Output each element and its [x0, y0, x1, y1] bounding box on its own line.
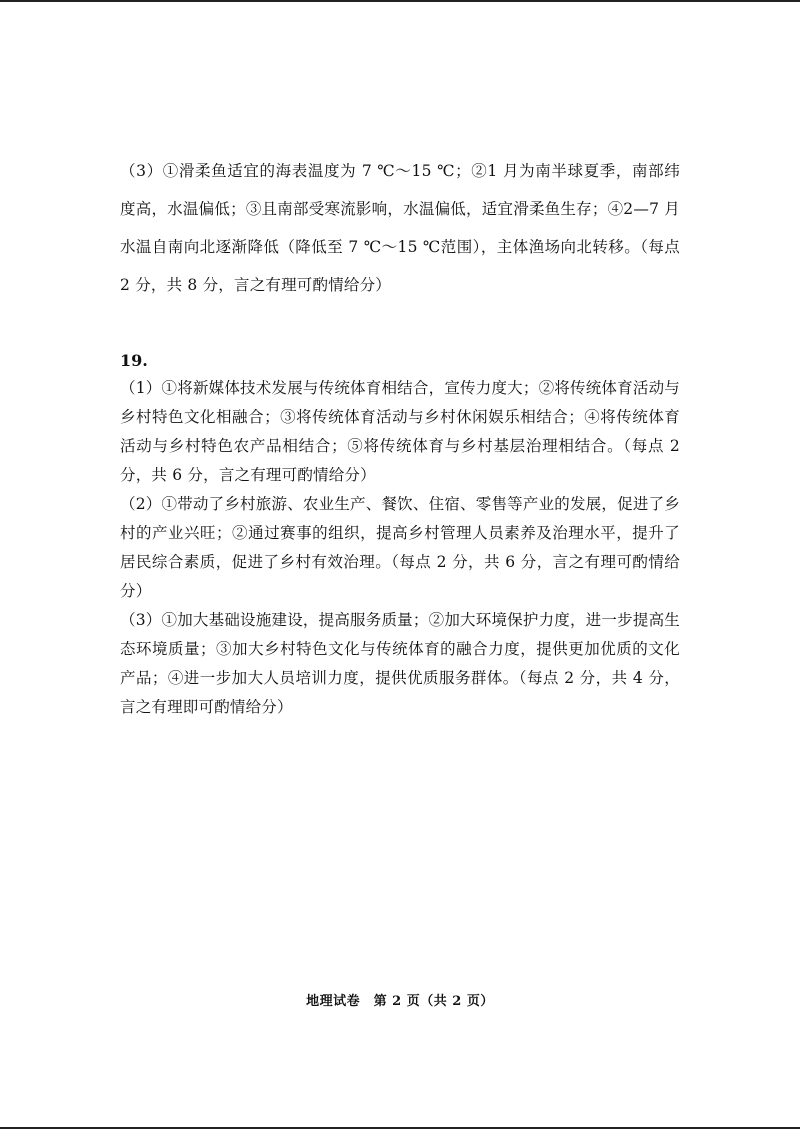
q19-part2-answer: （2）①带动了乡村旅游、农业生产、餐饮、住宿、零售等产业的发展，促进了乡村的产业兴旺；②通过赛事的组织，提高乡村管理人员素养及治理水平，提升了居民综合素质，促进了乡村有效治理。（每点 2 分，共 6 分，言之有理可酌情给分） — [120, 495, 680, 600]
bottom-border-line — [0, 1127, 800, 1129]
q18-part3-answer: （3）①滑柔鱼适宜的海表温度为 7 ℃～15 ℃；②1 月为南半球夏季，南部纬度高，水温偏低；③且南部受寒流影响，水温偏低，适宜滑柔鱼生存；④2—7 月水温自南向北逐渐降低（降低至 7 ℃～15 ℃范围），主体渔场向北转移。（每点 2 分，共 8 分，言之有理可酌情给分） — [120, 162, 680, 294]
question-19-number: 19. — [120, 351, 148, 370]
q19-part3-answer: （3）①加大基础设施建设，提高服务质量；②加大环境保护力度，进一步提高生态环境质量；③加大乡村特色文化与传统体育的融合力度，提供更加优质的文化产品；④进一步加大人员培训力度，提供优质服务群体。（每点 2 分，共 4 分，言之有理即可酌情给分） — [120, 611, 680, 716]
top-border-line — [0, 0, 800, 2]
page-footer: 地理试卷 第 2 页（共 2 页） — [306, 994, 494, 1009]
q19-part1-answer: （1）①将新媒体技术发展与传统体育相结合，宣传力度大；②将传统体育活动与乡村特色文化相融合；③将传统体育活动与乡村休闲娱乐相结合；④将传统体育活动与乡村特色农产品相结合；⑤将传统体育与乡村基层治理相结合。（每点 2 分，共 6 分，言之有理可酌情给分） — [120, 379, 680, 484]
answer-content — [120, 152, 680, 722]
